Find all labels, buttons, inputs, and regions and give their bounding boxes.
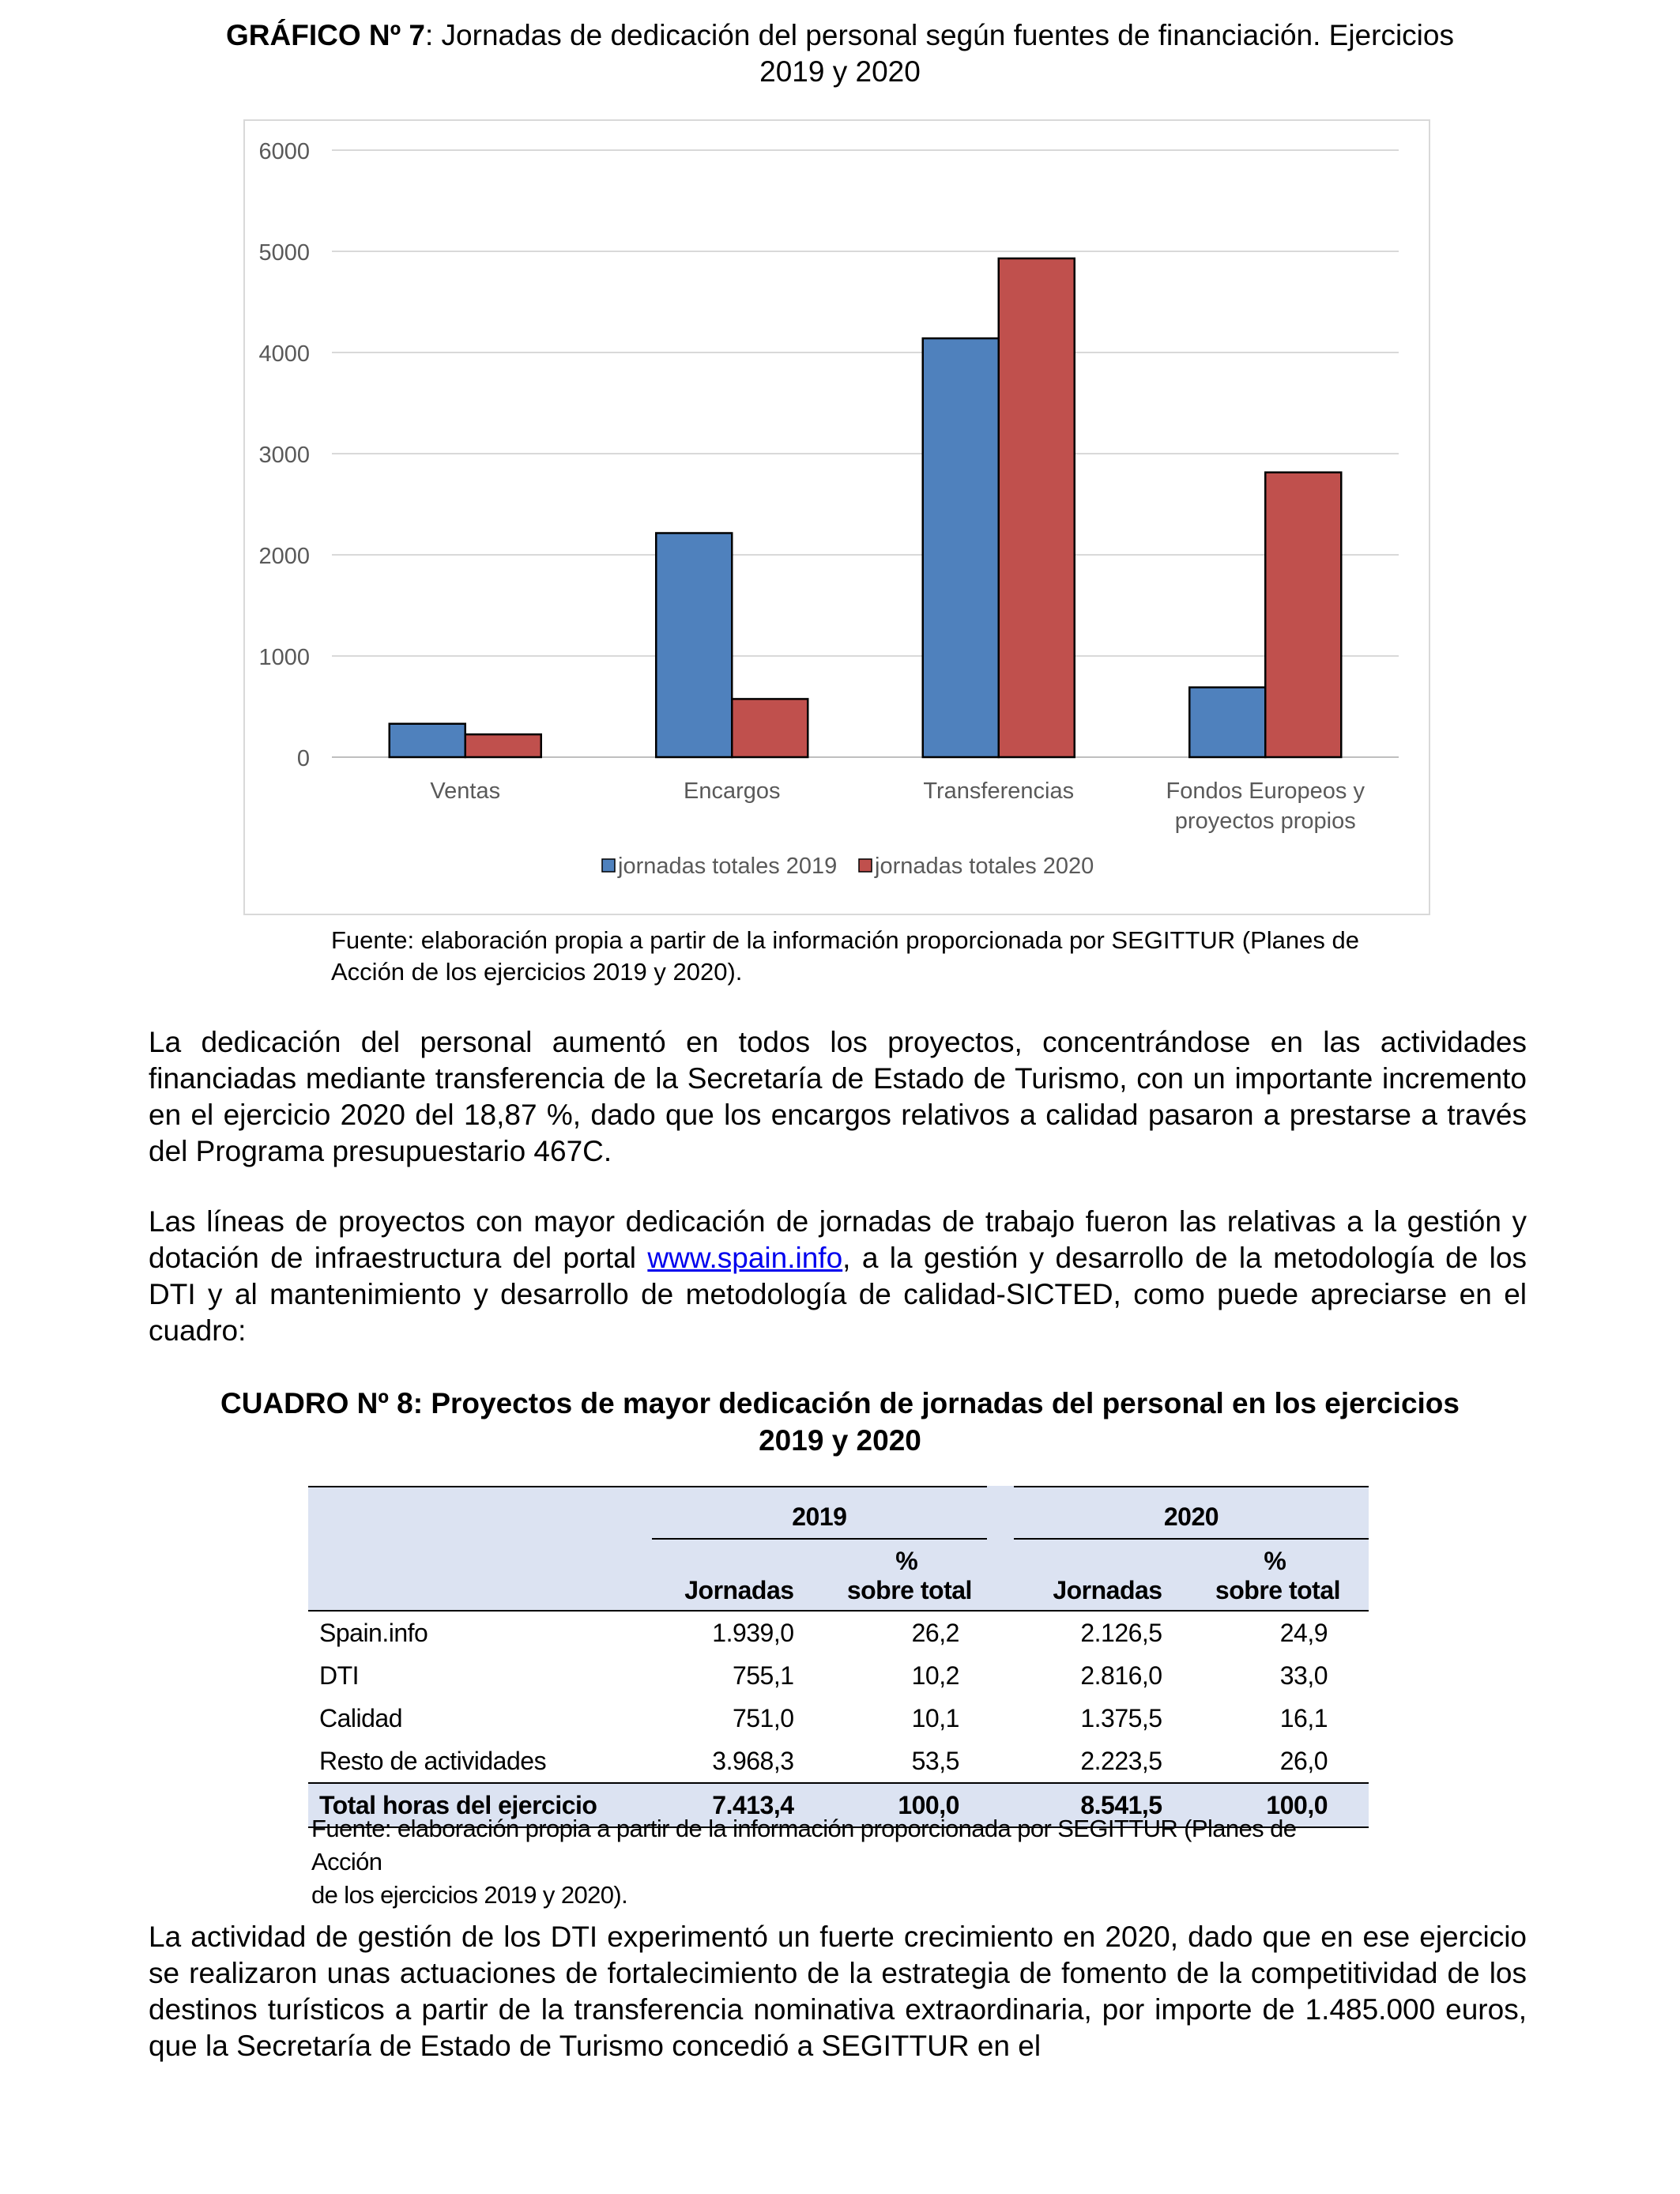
row-label: Calidad — [319, 1703, 403, 1732]
col-pct-2020-top: % — [1264, 1547, 1286, 1575]
table-row — [308, 1611, 1369, 1654]
total-jornadas-2020: 8.541,5 — [1080, 1790, 1162, 1819]
figure-title-line2: 2019 y 2020 — [759, 55, 921, 88]
paragraph-2-end: , a la gestión y desarrollo de la metodología de los DTI y al mantenimiento y desarrollo de metodología de calidad-SICTED, como puede apreciarse en el cuadro: — [149, 1242, 1527, 1347]
cell-pct-2019: 26,2 — [911, 1618, 959, 1647]
bar-2019 — [1189, 688, 1265, 757]
bar-2020 — [999, 258, 1075, 757]
col-jornadas-2020: Jornadas — [1053, 1576, 1162, 1604]
cell-pct-2020: 26,0 — [1279, 1746, 1328, 1775]
total-label: Total horas del ejercicio — [319, 1790, 597, 1819]
table-source-line2: de los ejercicios 2019 y 2020). — [311, 1881, 628, 1909]
figure-source-line2: Acción de los ejercicios 2019 y 2020). — [331, 958, 743, 986]
row-label: Spain.info — [319, 1618, 428, 1647]
bar-2020 — [465, 734, 541, 757]
x-category-label: Ventas — [430, 778, 501, 804]
cell-pct-2019: 10,2 — [911, 1661, 959, 1690]
bar-2019 — [923, 338, 999, 757]
cell-jornadas-2020: 1.375,5 — [1080, 1703, 1162, 1732]
cell-jornadas-2019: 3.968,3 — [712, 1746, 794, 1775]
y-tick-label: 4000 — [258, 341, 310, 367]
total-pct-2019: 100,0 — [898, 1790, 959, 1819]
x-category-label: Transferencias — [923, 778, 1075, 804]
x-category-label: Encargos — [683, 778, 781, 804]
table-title-line1: CUADRO Nº 8: Proyectos de mayor dedicación de jornadas del personal en los ejercicios — [220, 1387, 1460, 1419]
y-tick-label: 3000 — [258, 443, 310, 468]
table-title — [111, 1385, 1569, 1459]
cell-pct-2020: 16,1 — [1279, 1703, 1328, 1732]
table-header-columns — [308, 1539, 1369, 1611]
table-title-line2: 2019 y 2020 — [759, 1424, 921, 1457]
legend-swatch — [602, 859, 615, 872]
cell-jornadas-2019: 755,1 — [732, 1661, 794, 1690]
legend-swatch — [859, 859, 872, 872]
figure-source — [331, 925, 1390, 988]
cell-pct-2019: 10,1 — [911, 1703, 959, 1732]
table-row — [308, 1697, 1369, 1740]
cell-pct-2020: 33,0 — [1279, 1661, 1328, 1690]
table-source-line1: Fuente: elaboración propia a partir de la información proporcionada por SEGITTUR (Planes de Acción — [311, 1815, 1297, 1875]
y-tick-label: 0 — [296, 746, 310, 771]
figure-number: GRÁFICO Nº 7 — [226, 19, 425, 51]
x-category-label: Fondos Europeos y — [1166, 778, 1365, 804]
bar-2020 — [732, 699, 808, 757]
y-tick-label: 5000 — [258, 240, 310, 266]
cell-pct-2019: 53,5 — [911, 1746, 959, 1775]
col-pct-2020 — [1162, 1539, 1369, 1611]
table-source — [311, 1812, 1370, 1912]
y-tick-label: 6000 — [258, 139, 310, 164]
cell-jornadas-2019: 1.939,0 — [712, 1618, 794, 1647]
table-row — [308, 1654, 1369, 1697]
spain-info-link[interactable]: www.spain.info — [647, 1242, 843, 1274]
row-label: Resto de actividades — [319, 1746, 547, 1775]
legend-label: jornadas totales 2019 — [618, 854, 838, 879]
col-pct-2019-top: % — [895, 1547, 918, 1575]
year-2019-header: 2019 — [652, 1487, 1000, 1539]
y-tick-label: 1000 — [258, 645, 310, 670]
year-2020-header: 2020 — [1000, 1487, 1369, 1539]
col-pct-2019 — [794, 1539, 1000, 1611]
table-header-years — [308, 1487, 1369, 1539]
col-jornadas-2019: Jornadas — [684, 1576, 794, 1604]
projects-table — [308, 1486, 1369, 1828]
cell-jornadas-2020: 2.223,5 — [1080, 1746, 1162, 1775]
cell-jornadas-2019: 751,0 — [732, 1703, 794, 1732]
col-pct-2020-bottom: sobre total — [1215, 1576, 1340, 1604]
bar-chart — [0, 0, 1680, 933]
paragraph-2-start: Las líneas de proyectos con mayor dedicación de jornadas de trabajo fueron las relativas a la gestión y dotación de infraestructura del portal — [149, 1205, 1527, 1274]
table-row — [308, 1740, 1369, 1783]
cell-jornadas-2020: 2.126,5 — [1080, 1618, 1162, 1647]
bar-2019 — [656, 533, 732, 757]
col-pct-2019-bottom: sobre total — [846, 1576, 972, 1604]
paragraph-1: La dedicación del personal aumentó en todos los proyectos, concentrándose en las actividades financiadas mediante transferencia de la Secretaría de Estado de Turismo, con un importante incremento en el ejercicio 2020 del 18,87 %, dado que los encargos relativos a calidad pasaron a prestarse a través del Programa presupuestario 467C. — [149, 1026, 1527, 1167]
figure-title-text: : Jornadas de dedicación del personal según fuentes de financiación. Ejercicios — [424, 19, 1454, 51]
paragraph-2 — [149, 1204, 1527, 1349]
cell-jornadas-2020: 2.816,0 — [1080, 1661, 1162, 1690]
bar-2020 — [1265, 473, 1341, 757]
total-jornadas-2019: 7.413,4 — [712, 1790, 794, 1819]
paragraph-3: La actividad de gestión de los DTI experimentó un fuerte crecimiento en 2020, dado que en ese ejercicio se realizaron unas actuaciones de fortalecimiento de la estrategia de fomento de la competitividad de los destinos turísticos a partir de la transferencia nominativa extraordinaria, por importe de 1.485.000 euros, que la Secretaría de Estado de Turismo concedió a SEGITTUR en el — [149, 1921, 1527, 2062]
cell-pct-2020: 24,9 — [1279, 1618, 1328, 1647]
bar-2019 — [390, 724, 465, 757]
figure-source-line1: Fuente: elaboración propia a partir de la información proporcionada por SEGITTUR (Planes de — [331, 926, 1359, 954]
row-label: DTI — [319, 1661, 360, 1690]
legend-label: jornadas totales 2020 — [875, 854, 1094, 879]
y-tick-label: 2000 — [258, 544, 310, 569]
total-pct-2020: 100,0 — [1266, 1790, 1328, 1819]
x-category-label: proyectos propios — [1174, 809, 1356, 834]
